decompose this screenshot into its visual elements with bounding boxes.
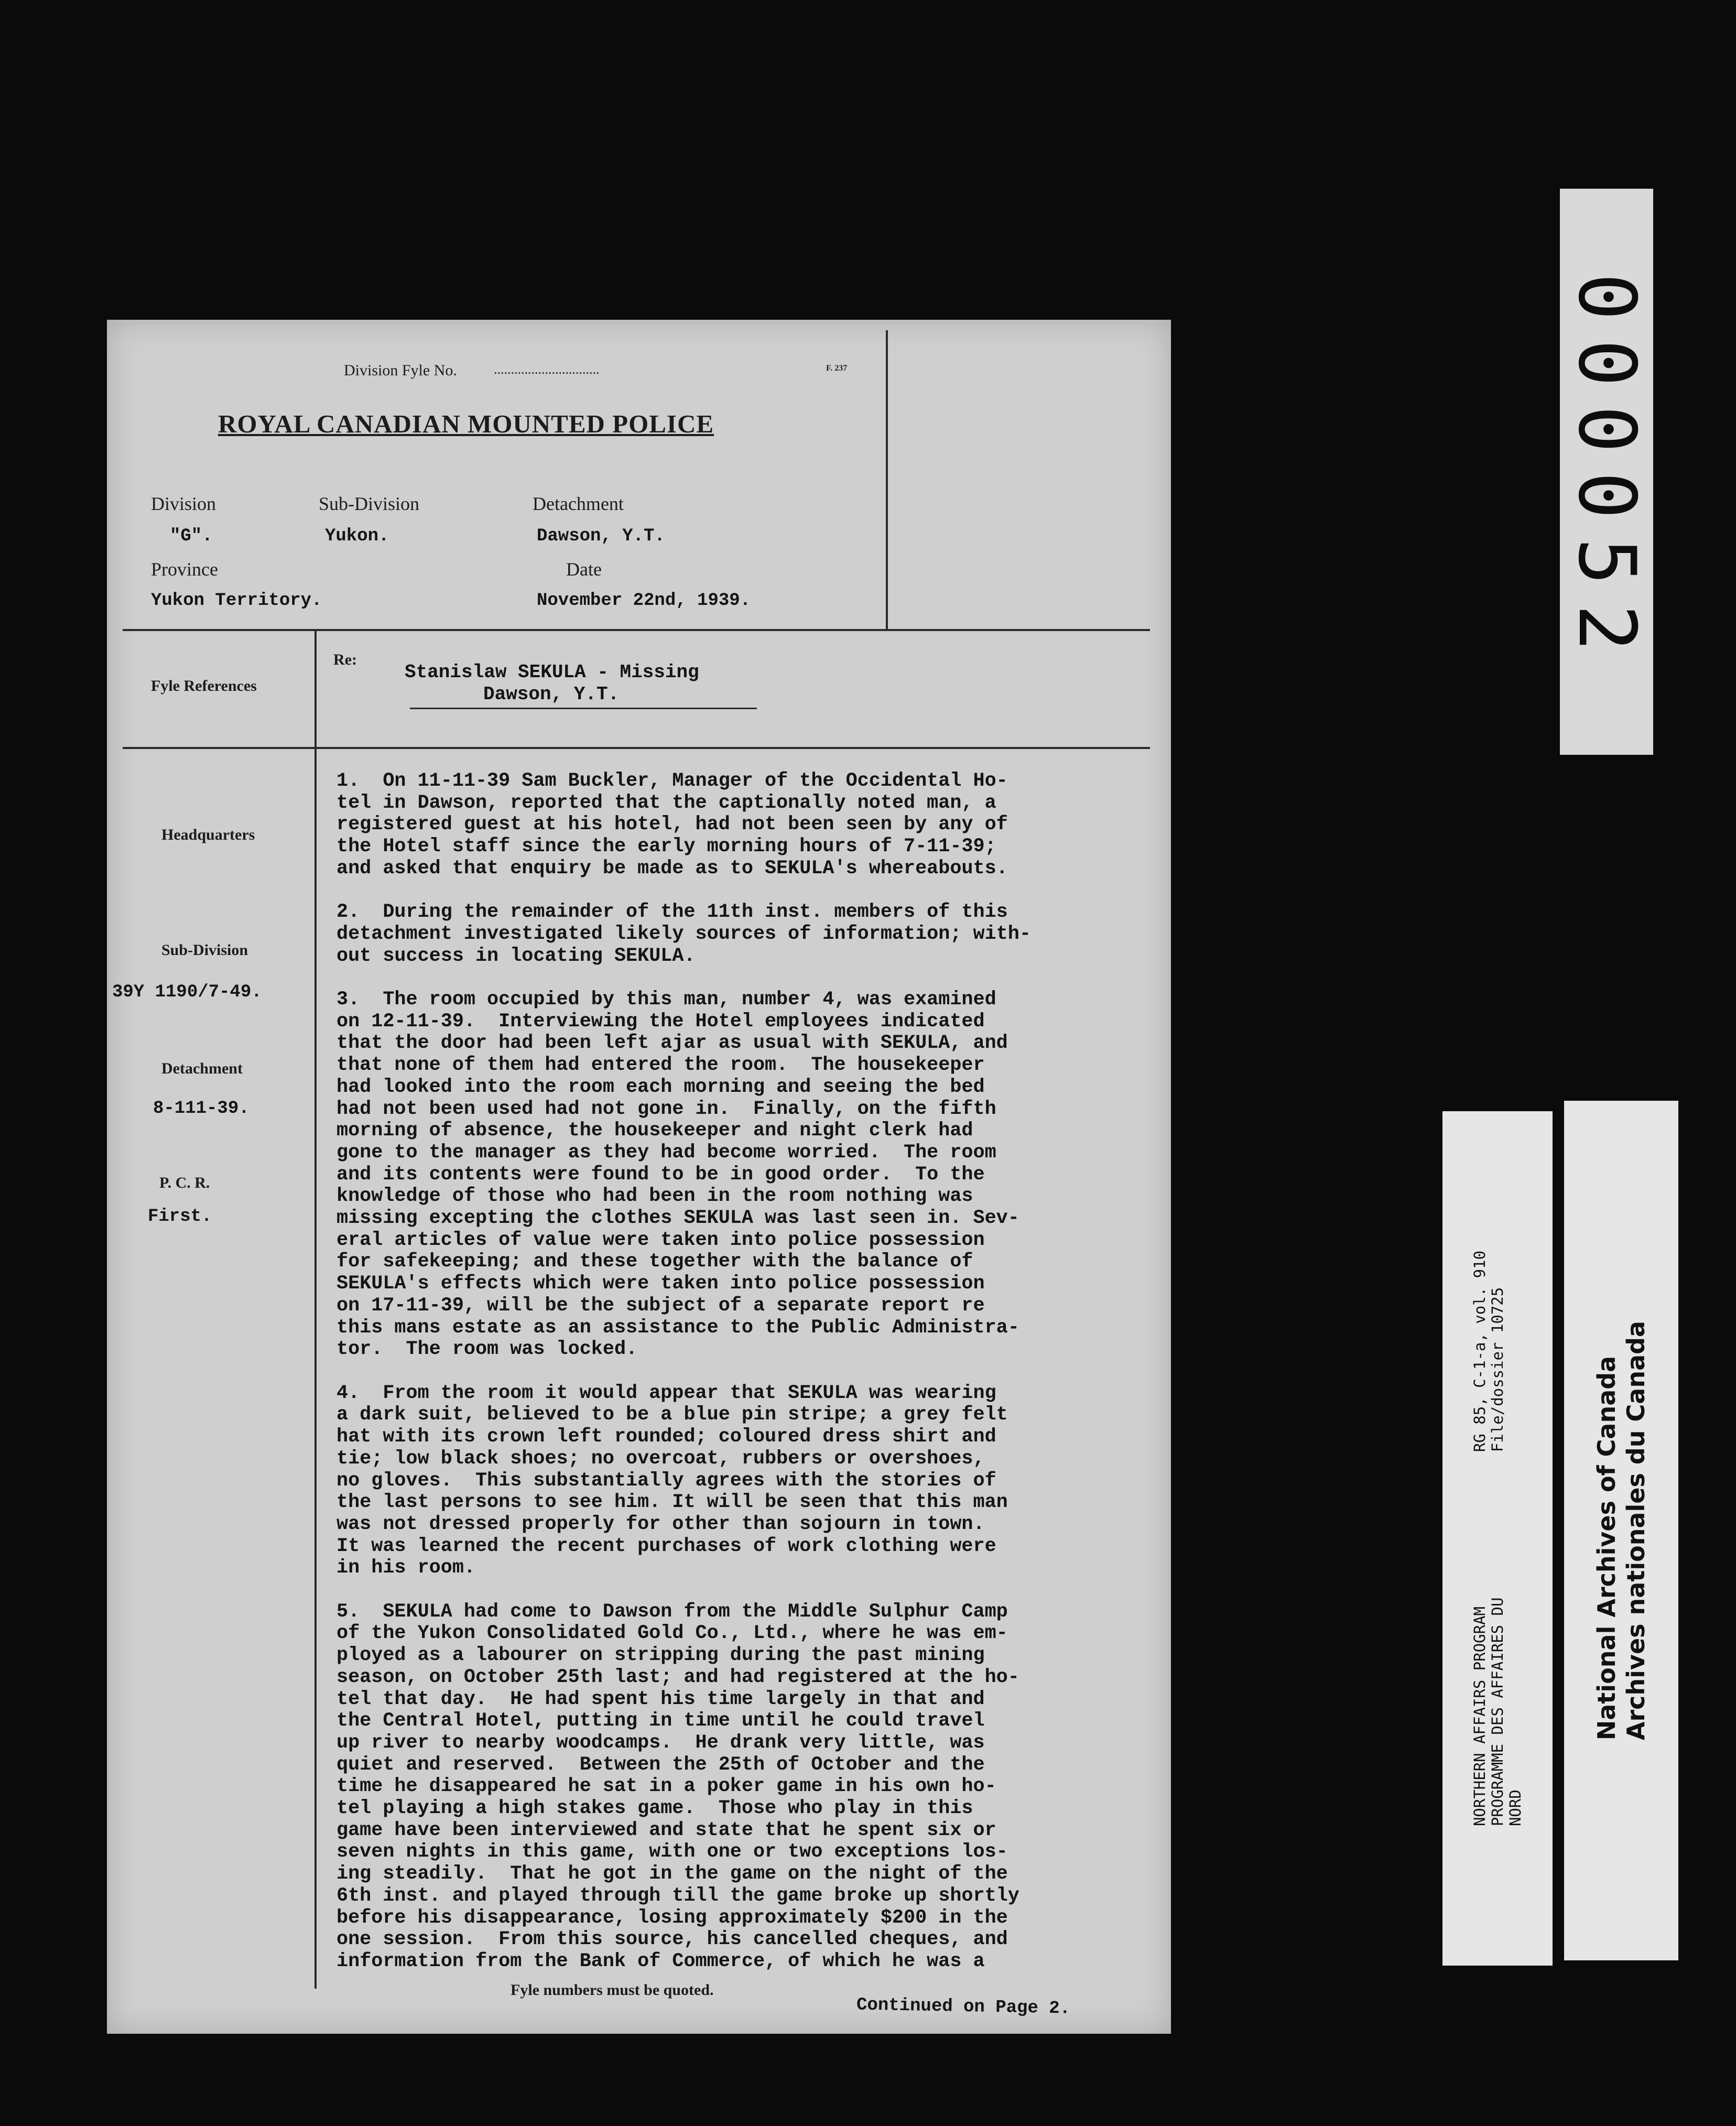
body-line: game have been interviewed and state that he spent six or [337,1819,996,1841]
stamp-number: 000052 [1561,273,1652,670]
body-line: out success in locating SEKULA. [337,945,696,967]
archive-number-stamp [1560,189,1653,755]
body-line: was not dressed properly for other than sojourn in town. [337,1513,985,1535]
continued-note: Continued on Page 2. [856,1995,1071,2019]
body-line: had not been used had not gone in. Finally, on the fifth [337,1098,996,1120]
margin-vertical-rule [314,631,317,1989]
fyle-references-label: Fyle References [151,677,257,695]
body-line: time he disappeared he sat in a poker game in his own ho- [337,1775,996,1798]
body-line: on 17-11-39, will be the subject of a separate report re [337,1294,985,1317]
body-line: in his room. [337,1557,475,1579]
subdivision-value: Yukon. [325,526,389,546]
body-line: the last persons to see him. It will be seen that this man [337,1491,1008,1514]
body-line: tel that day. He had spent his time largely in that and [337,1688,985,1710]
body-line: tel in Dawson, reported that the captionally noted man, a [337,791,996,814]
body-line: 2. During the remainder of the 11th inst. members of this [337,901,1008,924]
header-vertical-rule [886,330,888,629]
footer-note: Fyle numbers must be quoted. [511,1981,714,1999]
archive-name-en: National Archives of Canada [1592,1355,1621,1741]
body-line: a dark suit, believed to be a blue pin stripe; a grey felt [337,1404,1008,1426]
body-line: the Hotel staff since the early morning hours of 7-11-39; [337,836,996,858]
program-line-3: NORD [1506,1789,1524,1827]
body-line: on 12-11-39. Interviewing the Hotel employees indicated [337,1010,985,1033]
body-line: eral articles of value were taken into police possession [337,1229,985,1251]
pcr-label: P. C. R. [159,1174,210,1191]
body-line: this mans estate as an assistance to the Public Administra- [337,1316,1019,1339]
division-value: "G". [170,526,213,546]
archive-ref-line-1: RG 85, C-1-a, vol. 910 [1471,1250,1489,1452]
province-label: Province [151,559,218,580]
body-line: morning of absence, the housekeeper and night clerk had [337,1120,973,1142]
body-line: SEKULA's effects which were taken into police possession [337,1273,985,1295]
body-line: detachment investigated likely sources of information; with- [337,923,1031,945]
re-label: Re: [333,651,357,668]
body-line [337,1579,1165,1601]
document-page [107,320,1171,2034]
body-line: quiet and reserved. Between the 25th of October and the [337,1753,985,1776]
detachment-label: Detachment [533,493,624,514]
body-line [337,1361,1165,1383]
report-body [337,771,1165,1973]
division-fyle-no-blank: ............................... [494,362,600,377]
ref-subdivision-label: Sub-Division [161,941,248,959]
body-line: 1. On 11-11-39 Sam Buckler, Manager of the Occidental Ho- [337,770,1008,792]
body-line: season, on October 25th last; and had registered at the ho- [337,1666,1019,1688]
body-line: for safekeeping; and these together with the balance of [337,1251,973,1273]
body-line: that the door had been left ajar as usual with SEKULA, and [337,1032,1008,1055]
body-line: missing excepting the clothes SEKULA was last seen in. Sev- [337,1207,1019,1230]
archive-ref-line-2: File/dossier 10725 [1489,1287,1506,1452]
body-line [337,967,1165,989]
body-line: 6th inst. and played through till the game broke up shortly [337,1884,1019,1907]
re-horizontal-rule [123,747,1150,749]
headquarters-label: Headquarters [161,826,255,843]
body-line: tel playing a high stakes game. Those who play in this [337,1797,973,1820]
program-line-1: NORTHERN AFFAIRS PROGRAM [1471,1607,1489,1827]
header-horizontal-rule [123,629,1150,631]
date-value: November 22nd, 1939. [537,591,751,611]
archive-name-label [1564,1101,1678,1960]
body-line: gone to the manager as they had become worried. The room [337,1141,996,1164]
body-line: It was learned the recent purchases of work clothing were [337,1535,996,1557]
re-line-1: Stanislaw SEKULA - Missing [405,661,699,683]
org-title: ROYAL CANADIAN MOUNTED POLICE [218,409,714,438]
body-line: tor. The room was locked. [337,1338,638,1361]
pcr-value: First. [148,1207,212,1227]
division-label: Division [151,493,216,514]
division-fyle-no-label: Division Fyle No. [344,362,457,379]
body-line: 4. From the room it would appear that SEKULA was wearing [337,1382,996,1404]
form-code: F. 237 [826,364,848,373]
re-underline [410,708,757,709]
body-line: 3. The room occupied by this man, number 4, was examined [337,989,996,1011]
ref-detachment-value: 8-111-39. [153,1099,249,1119]
archive-program-label [1442,1111,1553,1966]
body-line: had looked into the room each morning and seeing the bed [337,1076,985,1098]
body-line: the Central Hotel, putting in time until he could travel [337,1710,985,1732]
body-line: that none of them had entered the room. The housekeeper [337,1054,985,1077]
date-label: Date [566,559,602,580]
body-line: information from the Bank of Commerce, of which he was a [337,1950,985,1972]
body-line: up river to nearby woodcamps. He drank very little, was [337,1731,985,1754]
body-line: and its contents were found to be in good order. To the [337,1163,985,1186]
body-line: of the Yukon Consolidated Gold Co., Ltd., where he was em- [337,1622,1008,1645]
body-line: registered guest at his hotel, had not been seen by any of [337,813,1008,836]
body-line: 5. SEKULA had come to Dawson from the Middle Sulphur Camp [337,1600,1008,1623]
body-line: tie; low black shoes; no overcoat, rubbers or overshoes, [337,1447,985,1470]
body-line: ing steadily. That he got in the game on the night of the [337,1863,1008,1885]
body-line: no gloves. This substantially agrees with the stories of [337,1469,996,1492]
ref-subdivision-value: 39Y 1190/7-49. [112,982,262,1002]
body-line: and asked that enquiry be made as to SEKULA's whereabouts. [337,857,1008,880]
body-line [337,880,1165,902]
program-line-2: PROGRAMME DES AFFAIRES DU [1489,1597,1506,1827]
detachment-value: Dawson, Y.T. [537,526,665,546]
body-line: before his disappearance, losing approximately $200 in the [337,1906,1008,1929]
ref-detachment-label: Detachment [161,1060,243,1077]
body-line: seven nights in this game, with one or two exceptions los- [337,1841,1008,1863]
province-value: Yukon Territory. [151,591,322,611]
body-line: one session. From this source, his cancelled cheques, and [337,1928,1008,1951]
subdivision-label: Sub-Division [319,493,420,514]
body-line: ployed as a labourer on stripping during the past mining [337,1644,985,1667]
re-line-2: Dawson, Y.T. [483,684,620,705]
body-line: knowledge of those who had been in the room nothing was [337,1185,973,1208]
body-line: hat with its crown left rounded; coloured dress shirt and [337,1426,996,1448]
archive-name-fr: Archives nationales du Canada [1622,1320,1650,1741]
